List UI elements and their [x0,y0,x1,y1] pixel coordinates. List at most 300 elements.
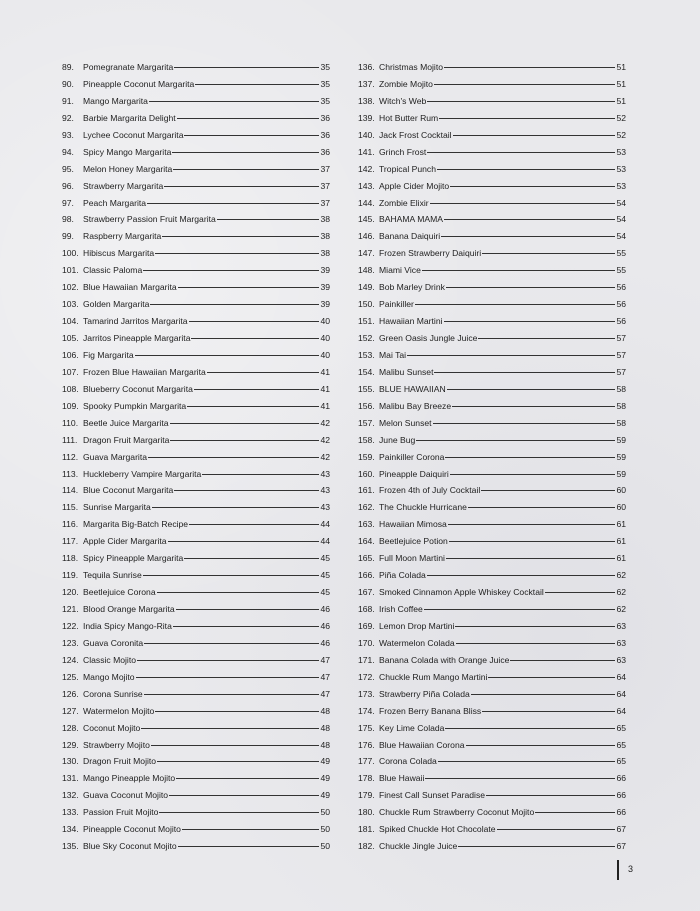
entry-number: 115. [62,502,79,513]
entry-number: 156. [358,400,375,411]
entry-number: 113. [62,468,79,479]
leader-line [445,457,615,458]
entry-page-number: 64 [616,688,626,699]
toc-entry[interactable] [358,787,626,804]
entry-number: 124. [62,654,79,665]
toc-entry[interactable] [358,584,626,601]
entry-page-number: 42 [320,434,330,445]
leader-line [143,575,320,576]
entry-title: Painkiller Corona [379,451,445,462]
leader-line [170,423,320,424]
entry-page-number: 54 [616,231,626,242]
entry-title: Mango Mojito [83,671,135,682]
toc-entry[interactable] [358,228,626,245]
toc-entry[interactable] [358,144,626,161]
toc-entry[interactable] [358,499,626,516]
leader-line [144,694,320,695]
toc-entry[interactable] [62,703,330,720]
toc-entry[interactable] [62,76,330,93]
toc-entry[interactable] [358,245,626,262]
leader-line [444,219,615,220]
leader-line [430,203,616,204]
leader-line [486,795,615,796]
entry-page-number: 58 [616,417,626,428]
entry-title: Watermelon Colada [379,637,455,648]
leader-line [444,67,615,68]
toc-entry[interactable] [62,161,330,178]
entry-title: Strawberry Mojito [83,739,150,750]
toc-entry[interactable] [62,110,330,127]
leader-line [141,728,319,729]
leader-line [468,507,616,508]
leader-line [439,118,615,119]
entry-number: 90. [62,78,74,89]
entry-page-number: 40 [320,333,330,343]
toc-entry[interactable] [358,93,626,110]
leader-line [441,236,615,237]
entry-number: 133. [62,807,79,818]
toc-entry[interactable] [358,161,626,178]
entry-title: Hawaiian Martini [379,316,443,327]
leader-line [445,728,615,729]
entry-title: Blueberry Coconut Margarita [83,383,193,394]
leader-line [450,474,616,475]
page-number: 3 [628,864,634,874]
entry-number: 151. [358,316,375,327]
entry-title: June Bug [379,434,416,445]
entry-page-number: 60 [616,502,626,513]
entry-number: 117. [62,536,79,547]
leader-line [545,592,616,593]
leader-line [184,135,319,136]
entry-title: Margarita Big-Batch Recipe [83,519,189,530]
entry-page-number: 65 [616,756,626,767]
entry-page-number: 59 [616,468,626,479]
entry-number: 101. [62,265,79,276]
leader-line [497,829,616,830]
entry-page-number: 66 [616,790,626,801]
toc-entry[interactable] [358,720,626,737]
toc-entry[interactable] [358,686,626,703]
entry-number: 146. [358,231,375,242]
toc-entry[interactable] [358,347,626,364]
entry-page-number: 38 [320,231,330,242]
toc-entry[interactable] [62,838,330,855]
toc-entry[interactable] [358,821,626,838]
toc-entry[interactable] [62,381,330,398]
entry-number: 178. [358,773,375,784]
leader-line [446,287,616,288]
entry-number: 122. [62,620,79,631]
entry-title: Beetlejuice Corona [83,587,156,598]
toc-entry[interactable] [358,550,626,567]
entry-number: 118. [62,553,79,564]
entry-number: 125. [62,671,79,682]
toc-entry[interactable] [358,110,626,127]
entry-title: Pineapple Coconut Mojito [83,824,181,835]
entry-number: 136. [358,62,375,72]
toc-entry[interactable] [62,296,330,313]
toc-entry[interactable] [62,516,330,533]
toc-entry[interactable] [62,550,330,567]
toc-entry[interactable] [358,279,626,296]
toc-entry[interactable] [358,398,626,415]
entry-title: Watermelon Mojito [83,705,155,716]
toc-entry[interactable] [62,127,330,144]
entry-number: 182. [358,841,375,852]
toc-entry[interactable] [62,533,330,550]
entry-number: 99. [62,231,74,242]
toc-entry[interactable] [358,703,626,720]
entry-page-number: 61 [616,519,626,530]
leader-line [422,270,616,271]
entry-page-number: 37 [320,197,330,208]
entry-title: BLUE HAWAIIAN [379,383,446,394]
toc-entry[interactable] [358,313,626,330]
entry-title: Spooky Pumpkin Margarita [83,400,187,411]
toc-entry[interactable] [62,178,330,195]
entry-page-number: 49 [320,773,330,784]
entry-page-number: 36 [320,112,330,123]
toc-entry[interactable] [62,584,330,601]
entry-page-number: 66 [616,773,626,784]
toc-entry[interactable] [62,347,330,364]
entry-title: Grinch Frost [379,146,427,157]
entry-title: Banana Colada with Orange Juice [379,654,510,665]
toc-entry[interactable] [358,482,626,499]
leader-line [187,406,319,407]
entry-title: Dragon Fruit Margarita [83,434,170,445]
leader-line [189,524,319,525]
entry-page-number: 49 [320,756,330,767]
entry-page-number: 54 [616,197,626,208]
toc-entry[interactable] [358,432,626,449]
toc-entry[interactable] [62,144,330,161]
entry-page-number: 39 [320,282,330,293]
entry-title: Tequila Sunrise [83,570,142,581]
leader-line [178,846,320,847]
entry-title: Guava Coconut Mojito [83,790,169,801]
leader-line [184,558,319,559]
toc-entry[interactable] [358,364,626,381]
entry-title: Mai Tai [379,349,407,360]
toc-entry[interactable] [62,449,330,466]
entry-number: 176. [358,739,375,750]
entry-number: 140. [358,129,375,140]
entry-title: Pomegranate Margarita [83,62,174,72]
entry-number: 111. [62,434,78,445]
leader-line [182,829,320,830]
entry-number: 165. [358,553,375,564]
entry-title: Melon Sunset [379,417,432,428]
entry-page-number: 39 [320,265,330,276]
entry-title: The Chuckle Hurricane [379,502,467,513]
entry-number: 159. [358,451,375,462]
entry-number: 107. [62,366,79,377]
toc-entry[interactable] [358,466,626,483]
leader-line [170,440,319,441]
toc-entry[interactable] [62,787,330,804]
entry-page-number: 48 [320,722,330,733]
toc-entry[interactable] [62,652,330,669]
entry-number: 109. [62,400,79,411]
entry-number: 160. [358,468,375,479]
entry-page-number: 52 [616,129,626,140]
entry-number: 166. [358,570,375,581]
entry-title: Dragon Fruit Mojito [83,756,157,767]
leader-line [458,846,615,847]
entry-number: 161. [358,485,375,496]
leader-line [173,626,320,627]
toc-entry[interactable] [358,516,626,533]
entry-title: Malibu Sunset [379,366,434,377]
entry-number: 131. [62,773,79,784]
leader-line [136,677,320,678]
toc-entry[interactable] [62,618,330,635]
entry-title: Frozen Strawberry Daiquiri [379,248,482,259]
entry-number: 105. [62,333,79,343]
leader-line [191,338,319,339]
entry-number: 94. [62,146,74,157]
entry-page-number: 51 [616,95,626,106]
toc-entry[interactable] [62,720,330,737]
toc-entry[interactable] [62,245,330,262]
entry-page-number: 55 [616,265,626,276]
leader-line [488,677,615,678]
toc-entry[interactable] [358,533,626,550]
entry-title: Sunrise Margarita [83,502,151,513]
entry-page-number: 59 [616,451,626,462]
toc-entry[interactable] [62,686,330,703]
entry-number: 181. [358,824,375,835]
toc-entry[interactable] [62,804,330,821]
entry-title: Spicy Pineapple Margarita [83,553,184,564]
entry-title: Mango Pineapple Mojito [83,773,176,784]
entry-number: 144. [358,197,375,208]
leader-line [437,169,615,170]
entry-title: Malibu Bay Breeze [379,400,452,411]
toc-entry[interactable] [62,415,330,432]
entry-title: Frozen Blue Hawaiian Margarita [83,366,206,377]
toc-entry[interactable] [358,804,626,821]
toc-entry[interactable] [358,211,626,228]
entry-title: Full Moon Martini [379,553,445,564]
toc-entry[interactable] [62,601,330,618]
leader-line [144,643,319,644]
toc-entry[interactable] [358,635,626,652]
entry-number: 158. [358,434,375,445]
entry-number: 134. [62,824,79,835]
entry-title: Jarritos Pineapple Margarita [83,333,191,343]
toc-entry[interactable] [62,211,330,228]
toc-entry[interactable] [358,737,626,754]
entry-number: 155. [358,383,375,394]
toc-entry[interactable] [358,652,626,669]
toc-entry[interactable] [62,313,330,330]
toc-entry[interactable] [62,770,330,787]
entry-number: 135. [62,841,79,852]
entry-title: Blue Hawaii [379,773,425,784]
entry-page-number: 50 [320,824,330,835]
entry-page-number: 56 [616,316,626,327]
toc-entry[interactable] [62,262,330,279]
entry-title: Spicy Mango Margarita [83,146,172,157]
entry-number: 100. [62,248,79,259]
toc-entry[interactable] [358,262,626,279]
entry-number: 154. [358,366,375,377]
leader-line [478,338,615,339]
entry-number: 120. [62,587,79,598]
entry-page-number: 46 [320,604,330,614]
toc-entry[interactable] [62,279,330,296]
entry-number: 138. [358,95,375,106]
entry-number: 130. [62,756,79,767]
leader-line [174,490,319,491]
entry-number: 180. [358,807,375,818]
entry-title: Blue Sky Coconut Mojito [83,841,177,852]
toc-entry[interactable] [358,59,626,76]
toc-entry[interactable] [62,364,330,381]
leader-line [137,660,319,661]
entry-number: 147. [358,248,375,259]
entry-page-number: 53 [616,163,626,174]
toc-entry[interactable] [62,228,330,245]
toc-entry[interactable] [62,499,330,516]
leader-line [176,609,320,610]
entry-title: Zombie Mojito [379,78,433,89]
toc-entry[interactable] [358,669,626,686]
entry-page-number: 60 [616,485,626,496]
toc-entry[interactable] [358,330,626,347]
toc-entry[interactable] [62,398,330,415]
entry-page-number: 42 [320,451,330,462]
toc-entry[interactable] [62,482,330,499]
entry-number: 141. [358,146,375,157]
toc-entry[interactable] [358,601,626,618]
entry-page-number: 61 [616,536,626,547]
entry-title: Painkiller [379,299,414,310]
entry-title: Classic Mojito [83,654,137,665]
toc-entry[interactable] [358,449,626,466]
leader-line [447,389,616,390]
entry-title: Pineapple Daiquiri [379,468,449,479]
leader-line [427,152,615,153]
toc-entry[interactable] [62,753,330,770]
entry-number: 128. [62,722,79,733]
toc-entry[interactable] [358,178,626,195]
toc-entry[interactable] [62,567,330,584]
entry-number: 96. [62,180,74,191]
leader-line [427,101,615,102]
entry-page-number: 48 [320,739,330,750]
entry-page-number: 66 [616,807,626,818]
entry-number: 149. [358,282,375,293]
toc-entry[interactable] [358,381,626,398]
entry-page-number: 58 [616,383,626,394]
toc-entry[interactable] [62,669,330,686]
entry-title: Blue Coconut Margarita [83,485,174,496]
leader-line [446,558,616,559]
entry-number: 173. [358,688,375,699]
entry-number: 98. [62,214,74,225]
entry-title: Mango Margarita [83,95,148,106]
entry-page-number: 57 [616,333,626,343]
leader-line [453,135,616,136]
entry-title: Passion Fruit Mojito [83,807,159,818]
entry-page-number: 65 [616,722,626,733]
entry-title: Apple Cider Mojito [379,180,450,191]
leader-line [173,169,319,170]
toc-column-right [358,59,626,855]
entry-title: Key Lime Colada [379,722,445,733]
leader-line [178,287,320,288]
entry-number: 150. [358,299,375,310]
entry-title: Blood Orange Margarita [83,604,175,614]
entry-page-number: 59 [616,434,626,445]
entry-page-number: 45 [320,570,330,581]
entry-page-number: 63 [616,620,626,631]
entry-page-number: 47 [320,671,330,682]
toc-entry[interactable] [62,635,330,652]
entry-number: 177. [358,756,375,767]
leader-line [452,406,615,407]
entry-number: 169. [358,620,375,631]
entry-number: 129. [62,739,79,750]
leader-line [415,304,616,305]
toc-entry[interactable] [62,466,330,483]
toc-entry[interactable] [358,618,626,635]
leader-line [168,541,320,542]
toc-entry[interactable] [62,432,330,449]
toc-entry[interactable] [358,76,626,93]
toc-entry[interactable] [62,821,330,838]
entry-number: 179. [358,790,375,801]
toc-entry[interactable] [62,93,330,110]
entry-page-number: 44 [320,536,330,547]
entry-page-number: 53 [616,180,626,191]
leader-line [155,253,319,254]
toc-entry[interactable] [358,753,626,770]
toc-entry[interactable] [62,195,330,212]
toc-entry[interactable] [358,415,626,432]
toc-entry[interactable] [62,330,330,347]
entry-title: Golden Margarita [83,299,150,310]
entry-number: 163. [358,519,375,530]
toc-entry[interactable] [358,770,626,787]
toc-entry[interactable] [358,195,626,212]
toc-entry[interactable] [62,59,330,76]
entry-page-number: 62 [616,570,626,581]
entry-title: Pineapple Coconut Margarita [83,78,195,89]
entry-title: Blue Hawaiian Corona [379,739,465,750]
entry-title: Classic Paloma [83,265,143,276]
entry-title: Miami Vice [379,265,421,276]
entry-title: Tropical Punch [379,163,437,174]
toc-entry[interactable] [358,127,626,144]
leader-line [150,304,319,305]
entry-number: 112. [62,451,79,462]
toc-entry[interactable] [358,838,626,855]
entry-number: 142. [358,163,375,174]
leader-line [456,643,616,644]
toc-entry[interactable] [358,567,626,584]
leader-line [471,694,616,695]
toc-entry[interactable] [62,737,330,754]
leader-line [143,270,319,271]
entry-number: 172. [358,671,375,682]
entry-number: 145. [358,214,375,225]
toc-entry[interactable] [358,296,626,313]
